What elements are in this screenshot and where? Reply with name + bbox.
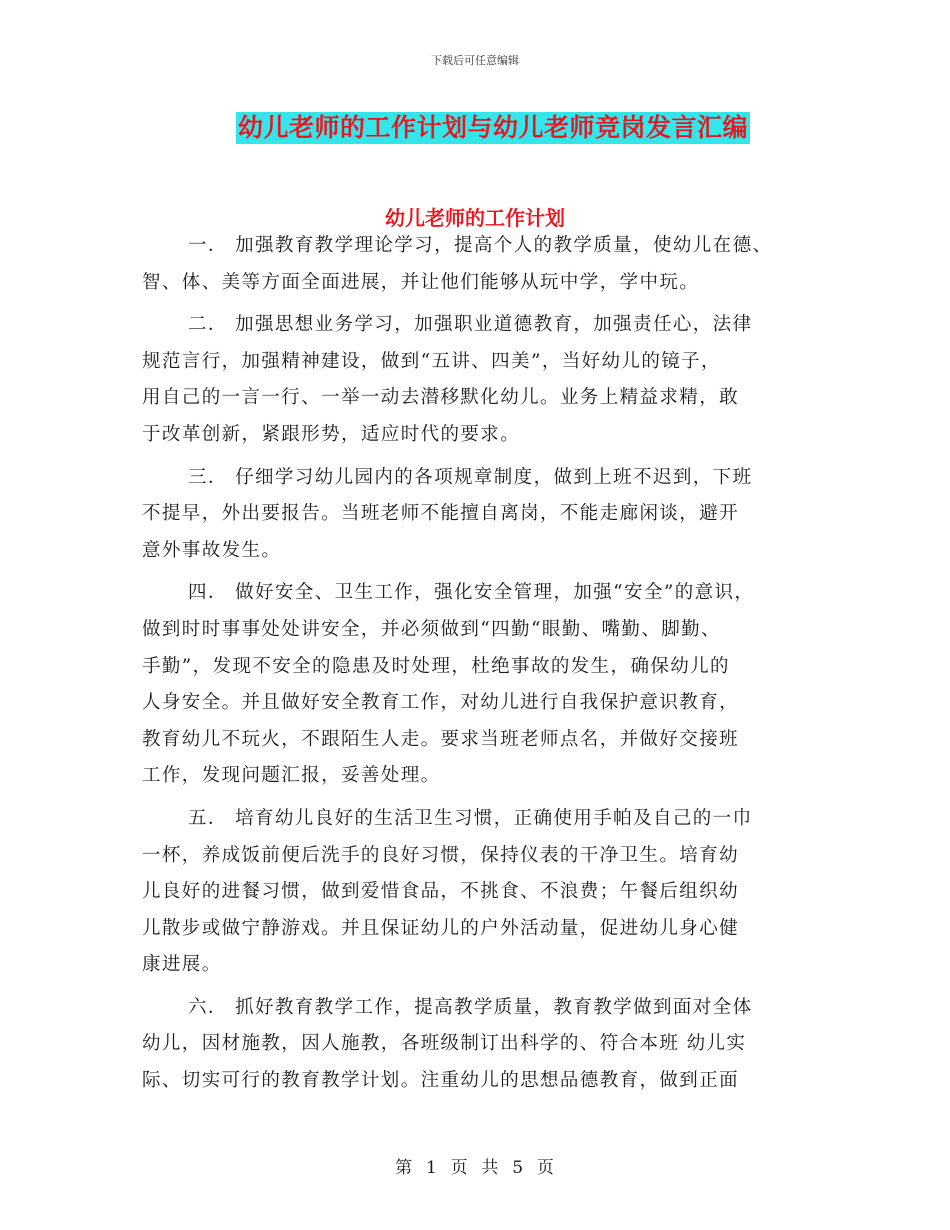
section-title: 幼儿老师的工作计划 xyxy=(385,206,565,230)
paragraph-line: 人身安全。并且做好安全教育工作，对幼儿进行自我保护意识教育， xyxy=(142,692,740,714)
paragraph-line: 儿良好的进餐习惯，做到爱惜食品，不挑食、不浪费；午餐后组织幼 xyxy=(142,881,740,903)
paragraph-line: 不提早，外出要报告。当班老师不能擅自离岗，不能走廊闲谈，避开 xyxy=(142,503,740,525)
paragraph-1 xyxy=(142,228,822,301)
paragraph-line: 五． 培育幼儿良好的生活卫生习惯，正确使用手帕及自己的一巾 xyxy=(188,807,753,829)
paragraph-line: 一． 加强教育教学理论学习，提高个人的教学质量，使幼儿在德、 xyxy=(188,235,773,256)
paragraph-line: 做到时时事事处处讲安全，并必须做到“四勤“眼勤、嘴勤、脚勤、 xyxy=(142,618,721,640)
paragraph-line: 康进展。 xyxy=(142,954,222,976)
body-text xyxy=(142,228,822,1106)
paragraph-line: 教育幼儿不玩火，不跟陌生人走。要求当班老师点名，并做好交接班 xyxy=(142,728,740,750)
paragraph-line: 手勤”，发现不安全的隐患及时处理，杜绝事故的发生，确保幼儿的 xyxy=(142,655,730,677)
header-note: 下载后可任意编辑 xyxy=(431,54,519,67)
paragraph-line: 用自己的一言一行、一举一动去潜移默化幼儿。业务上精益求精，敢 xyxy=(142,387,740,409)
paragraph-line: 一杯，养成饭前便后洗手的良好习惯，保持仪表的干净卫生。培育幼 xyxy=(142,844,740,866)
paragraph-line: 三． 仔细学习幼儿园内的各项规章制度，做到上班不迟到，下班 xyxy=(188,466,753,488)
paragraph-line: 于改革创新，紧跟形势，适应时代的要求。 xyxy=(142,423,521,445)
paragraph-line: 智、体、美等方面全面进展，并让他们能够从玩中学，学中玩。 xyxy=(142,271,700,293)
paragraph-line: 儿散步或做宁静游戏。并且保证幼儿的户外活动量，促进幼儿身心健 xyxy=(142,917,740,939)
paragraph-line: 工作，发现问题汇报，妥善处理。 xyxy=(142,765,441,787)
paragraph-line: 际、切实可行的教育教学计划。注重幼儿的思想品德教育，做到正面 xyxy=(142,1070,740,1092)
paragraph-line: 二． 加强思想业务学习，加强职业道德教育，加强责任心，法律 xyxy=(188,314,753,336)
document-title: 幼儿老师的工作计划与幼儿老师竞岗发言汇编 xyxy=(238,113,749,142)
paragraph-line: 四． 做好安全、卫生工作，强化安全管理，加强“安全”的意识， xyxy=(188,582,755,604)
page-number: 第 1 页 共 5 页 xyxy=(395,1158,555,1178)
paragraph-6 xyxy=(142,990,822,1100)
paragraph-3 xyxy=(142,460,822,570)
paragraph-line: 意外事故发生。 xyxy=(142,539,282,561)
paragraph-line: 幼儿，因材施教，因人施教，各班级制订出科学的、符合本班 幼儿实 xyxy=(142,1033,747,1055)
paragraph-line: 六． 抓好教育教学工作，提高教学质量，教育教学做到面对全体 xyxy=(188,996,753,1018)
paragraph-line: 规范言行，加强精神建设，做到“五讲、四美”，当好幼儿的镜子， xyxy=(142,350,721,372)
paragraph-4 xyxy=(142,575,822,795)
paragraph-5 xyxy=(142,801,822,984)
paragraph-2 xyxy=(142,307,822,453)
